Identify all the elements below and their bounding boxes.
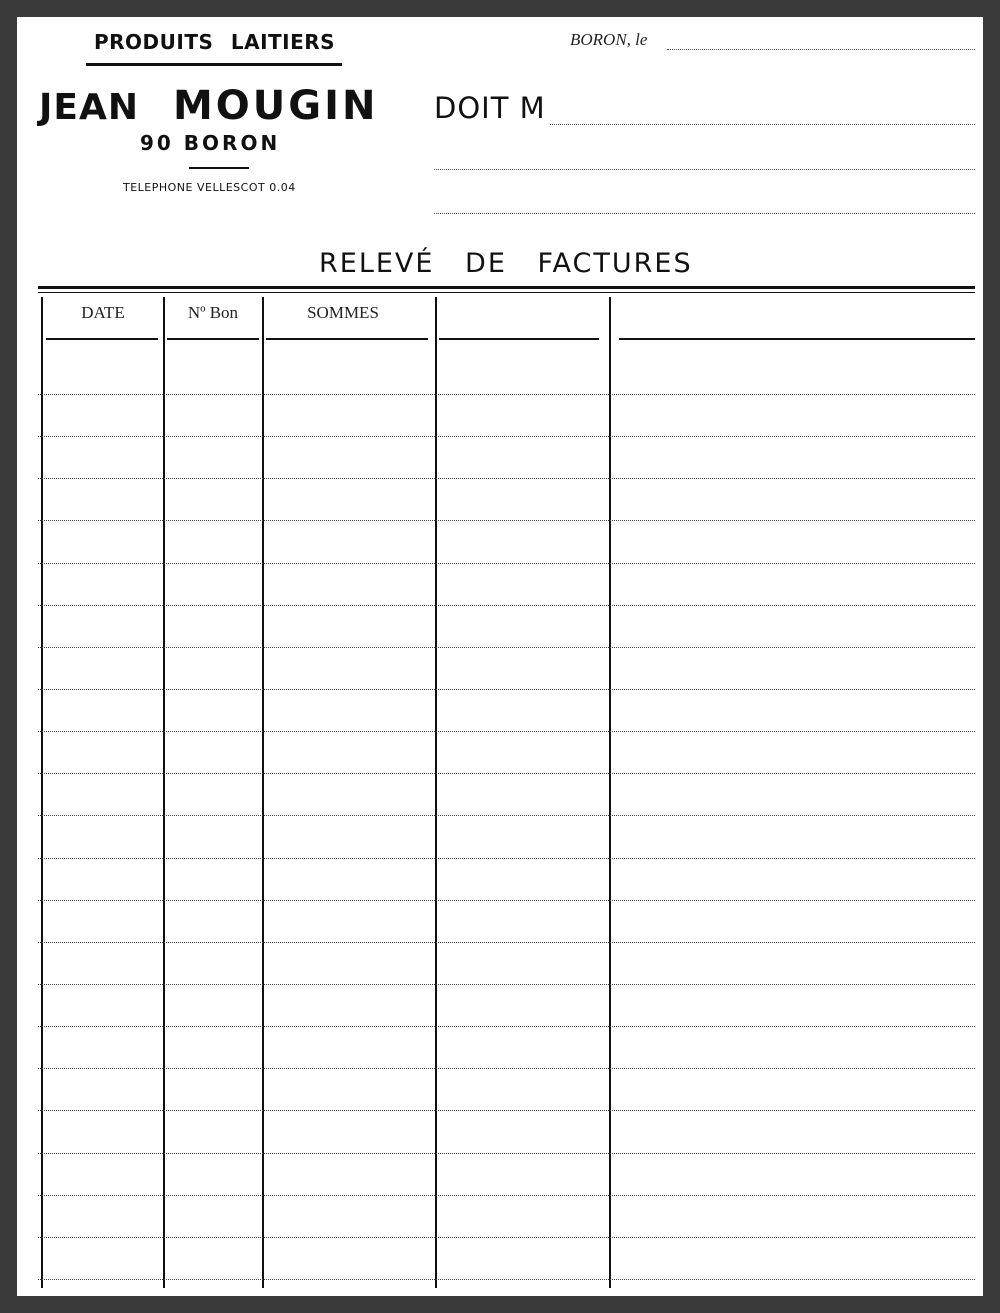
table-row (38, 731, 975, 732)
column-header-date: DATE (81, 303, 125, 322)
column-header-amounts: SOMMES (307, 303, 379, 322)
header-underline-amounts (266, 338, 428, 340)
table-row (38, 1110, 975, 1111)
company-name (39, 83, 378, 129)
business-category: PRODUITS LAITIERS (94, 30, 336, 54)
company-last-name: MOUGIN (172, 83, 379, 129)
customer-label: DOIT M (434, 91, 546, 125)
invoice-statement-form (17, 17, 983, 1296)
table-row (38, 815, 975, 816)
table-row (38, 1195, 975, 1196)
document-title: RELEVÉ DE FACTURES (319, 248, 693, 279)
customer-fill-line-3 (434, 213, 975, 214)
company-first-name: JEAN (39, 87, 139, 128)
column-divider-1 (163, 297, 165, 1288)
table-row (38, 563, 975, 564)
customer-fill-line-2 (434, 169, 975, 170)
column-divider-left (41, 297, 43, 1288)
table-row (38, 984, 975, 985)
table-row (38, 689, 975, 690)
column-divider-2 (262, 297, 264, 1288)
table-row (38, 478, 975, 479)
table-row (38, 1068, 975, 1069)
header-underline-5 (619, 338, 975, 340)
header-underline-date (46, 338, 158, 340)
table-row (38, 520, 975, 521)
table-row (38, 1279, 975, 1280)
company-phone: TELEPHONE VELLESCOT 0.04 (123, 181, 296, 194)
table-row (38, 605, 975, 606)
company-address: 90 BORON (140, 131, 281, 155)
title-rule-thin (38, 292, 975, 293)
table-row (38, 394, 975, 395)
table-row (38, 1237, 975, 1238)
table-row (38, 647, 975, 648)
title-rule-thick (38, 286, 975, 289)
header-underline-voucher (167, 338, 259, 340)
customer-fill-line-1 (550, 124, 975, 125)
table-row (38, 942, 975, 943)
column-header-voucher-number: Nº Bon (187, 303, 239, 322)
table-row (38, 1026, 975, 1027)
table-row (38, 858, 975, 859)
category-underline (86, 63, 342, 66)
table-row (38, 1153, 975, 1154)
date-fill-line (667, 49, 975, 50)
address-underline (189, 167, 249, 169)
column-divider-4 (609, 297, 611, 1288)
place-date-label: BORON, le (570, 30, 648, 49)
column-divider-3 (435, 297, 437, 1288)
table-row (38, 773, 975, 774)
table-row (38, 436, 975, 437)
table-row (38, 900, 975, 901)
header-underline-4 (439, 338, 599, 340)
